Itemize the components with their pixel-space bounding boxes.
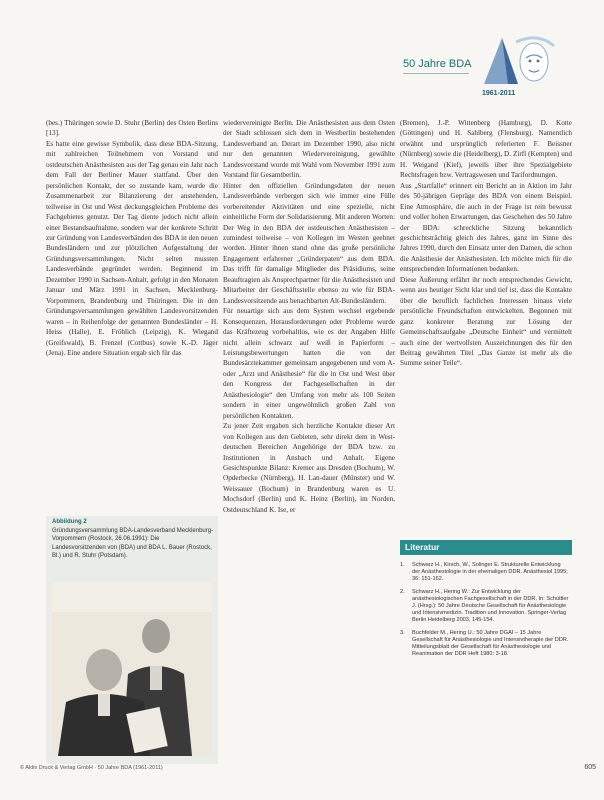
bda-logo-icon — [478, 28, 558, 96]
figure-caption-text: Gründungsversammlung BDA-Landesverband Mecklenburg-Vorpommern (Rostock, 26.06.1991): Die Landesvorsitzenden von (BDA) und BDA L. Bauer (Rostock, Bl.) und R. Stuhr (Potsdam). — [52, 528, 214, 559]
paragraph: (bes.) Thüringen sowie D. Stuhr (Berlin) des Osten Berlins [13]. — [46, 119, 218, 138]
figure-caption — [52, 518, 214, 560]
text-column-1 — [46, 118, 218, 358]
paragraph: Aus „Startfalle“ erinnert ein Bericht an in Aktion im Jahr des 50-jährigen Gepräge des BDA von einem Beispiel. Eine Atmosphäre, die auch in der Frage ist rein bewusst und voller hohen Erwartungen, das Geschehen des 50 Jahre der BDA: schreckliche Sitzung bekanntlich geschichtsträchtig gleich des Jahres, ganz im Sinne des Jahres 1990, durch den Einsatz unter den Damen, die schon die Anästhesie der Anästhesisten. Ich möchte mich für die entsprechenden Informationen bedanken. — [400, 181, 572, 274]
paragraph: Für neuartige sich aus dem System wechsel ergebende Konsequenzen, Herausforderungen oder Probleme wurde das Kräftezeug vorbehaltlos, wie es der Angaben Hilfe nicht allein schwarz auf weiß in Papierform – Leistungsbewertungen hatten die von der Bundesärztekammer gemeinsam angegebenen und vom A- oder „Arzt und Anästhesie“ für die in Ost und West über den Kongress der Fachgesellschaften in der Anästhesiologie“ den Umfang von mehr als 100 Seiten sondern in einer ungewöhnlich großen Zahl von persönlichen Kontakten. — [223, 307, 395, 420]
list-item — [400, 562, 570, 584]
anniversary-years: 1961-2011 — [482, 90, 516, 97]
paragraph: Zu jener Zeit ergaben sich herzliche Kontakte dieser Art von Kollegen aus den Gebieten, sehr direkt dem in West-deutschen Bereichen Angehörige der BDA bzw. zu Institutionen in Ansbach und Anhalt. Eigene Gesichtspunkte Bilanz: Kremer aus Dresden (Bochum), W. Opderbecke (Nürnberg), H. Lan-dauer (Münster) und W. Weissauer (Bochum) in Brandenburg waren es U. Mochsdorf (Berlin) und K. Heinz (Berlin), im Norden, Ostdeutschland K. Ise, er — [223, 422, 395, 514]
header-divider — [403, 73, 469, 74]
page-number: 605 — [584, 764, 596, 771]
reference-number: 1. — [400, 562, 405, 568]
paragraph: Hinter den offiziellen Gründungsdaten der neuen Landesverbände verbergen sich wie immer eine Fülle vorbereitender Aktivitäten und eine spezielle, nicht einheitliche Form der Solidarisierung. Mit anderen Worten: Der Weg in den BDA der ostdeutschen Anästhesisten – zumindest teilweise – von Kollegen im Westen geebnet worden. Hinter ihnen stand ohne das große persönliche Engagement erfahrener „Gründerpaten“ aus dem BDA. Das trifft für damalige Mitglieder des Präsidiums, seine Beauftragten als Ansprechpartner für die Anästhesisten und Mitarbeiter der Geschäftsstelle ebenso zu wie für BDA-Landesvorsitzende aus benachbarten Alt-Bundesländern. — [223, 181, 395, 305]
figure-label: Abbildung 2 — [52, 519, 87, 525]
text-column-2 — [223, 118, 395, 515]
photo-two-men — [52, 582, 212, 756]
section-title: 50 Jahre BDA — [403, 58, 472, 70]
reference-number: 3. — [400, 629, 405, 636]
list-item — [400, 630, 570, 659]
paragraph: Diese Äußerung erfährt ihr noch entsprechendes Gewicht, wenn aus heutiger Sicht klar und tief ist, dass die Kontakte über die beruflich fachlichen Interessen hinaus viele persönliche Freundschaften entwickelten. Begonnen mit ganz konkreter Beratung zur Lösung der Gemeinschaftsaufgabe „Deutsche Einheit“ und vermittelt auch eine der wertvollsten Auszeichnungen des für den Beitrag gewährten Titel „Das Ganze ist mehr als die Summe seiner Teile“. — [400, 275, 572, 368]
text-column-3 — [400, 118, 572, 369]
reference-number: 2. — [400, 588, 405, 595]
reference-text: Schwarz H., Kirsch, W., Solinger E. Strukturelle Entwicklung der Anästhesiologie in der ehemaligen DDR. Anästhesiol 1995; 36: 151-162. — [412, 562, 568, 583]
paragraph: wiedervereinigte Berlin. Die Anästhesisten aus dem Osten der Stadt schlossen sich dem in Westberlin bestehenden Landesverband an. Derart im Dezember 1990, also nicht nur den genannten Wiedervereinigung, gewählte Landesvorstand wurde mit Wahl vom November 1991 zum Vorstand für Gesamtberlin. — [223, 119, 395, 180]
paragraph: Es hatte eine gewisse Symbolik, dass diese BDA-Sitzung, mit zahlreichen Teilnehmern von Vorstand und ostdeutschen Anästhesisten aus der Tag genau ein Jahr nach dem Fall der Berliner Mauer stattfand. Über den persönlichen Kontakt, der so zustande kam, wurde die Zusammenarbeit zur Bilanzierung der anstehenden, teilweise in Ost und West deckungsgleichen Probleme des Fachgebietes genutzt. Der Tag diente jedoch nicht allein einer Bestandsaufnahme, sondern war der konkrete Schritt zur Gründung von Landesverbänden des BDA in den neuen Bundesländern und zur plötzlichen Aufgestaltung der Gründungsversammlungen. Nicht selten mussten Landesverbände gegründet werden. Beginnend im Dezember 1990 in Sachsen-Anhalt, gefolgt in den Monaten Januar und März 1991 in Sachsen, Mecklenburg-Vorpommern, Brandenburg und Thüringen. Die in den Gründungsversammlungen gewählten Landesvorsitzenden waren – in Reihenfolge der genannten Bundesländer – H. Heiss (Halle), E. Fröhlich (Leipzig), K. Wiegand (Greifswald), B. Frenzel (Cottbus) sowie K.-D. Jäger (Jena). Eine andere Situation ergab sich für das — [46, 139, 218, 357]
paragraph: (Bremen), J.-P. Wittenberg (Hamburg), D. Kotte (Göttingen) und H. Sahlberg (Flensburg). Namentlich erwähnt und ursprünglich referierten F. Beissner (Nürnberg) sowie die (Heidelberg), D. Zirfl (Kempten) und H. Weigand (Kiel), jeweils über ihre Spezialgebiete Rechtsfragen bzw. Vertragswesen und Tarifordnungen. — [400, 119, 572, 180]
literature-list — [400, 562, 570, 663]
reference-text: Schwarz H., Hering W.: Zur Entwicklung der anästhesiologischen Fachgesellschaft in der DDR. In: Schüttler J. (Hrsg.): 50 Jahre Deutsche Gesellschaft für Anästhesiologie und Intensivmedizin. Tradition und Innovation. Springer-Verlag Berlin Heidelberg 2003, 145-154. — [412, 588, 569, 624]
reference-text: Buchfelder M., Hering U.: 50 Jahre DGAI – 15 Jahre Gesellschaft für Anästhesiologie und Intensivtherapie der DDR. Mitteilungsblatt der Gesellschaft für Anästhesiologie und Reanimation der DDR Heft 1980: 3-18. — [412, 629, 569, 658]
list-item — [400, 589, 570, 625]
literature-title: Literatur — [405, 542, 440, 552]
footer-publisher: © Aktiv Druck & Verlag GmbH · 50 Jahre BDA (1961-2011) — [20, 765, 163, 771]
